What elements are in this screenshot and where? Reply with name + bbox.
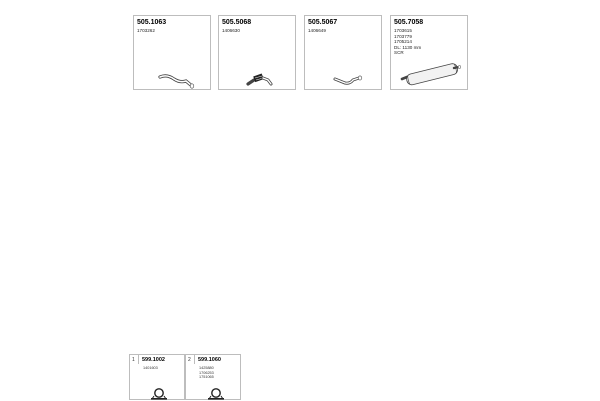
s-bend-pipe-icon: [305, 16, 383, 91]
clamp-card[interactable]: [185, 354, 241, 400]
part-card[interactable]: [304, 15, 382, 90]
reference-number: 1425880: [199, 366, 214, 370]
muffler-icon: [391, 16, 469, 91]
item-index: 2: [188, 357, 191, 363]
part-number: 505.7058: [394, 19, 424, 26]
clamp-icon: [186, 355, 242, 401]
part-card[interactable]: [390, 15, 468, 90]
reference-number: 1706253: [199, 370, 214, 375]
part-number: 599.1002: [142, 357, 165, 363]
flex-pipe-icon: [219, 16, 297, 91]
clamp-icon: [130, 355, 186, 401]
reference-number: 1406630: [222, 28, 240, 33]
part-number: 505.5068: [222, 19, 252, 26]
reference-number: 1751065: [199, 375, 214, 380]
part-note: SCR: [394, 50, 404, 56]
part-number: 599.1060: [198, 357, 221, 363]
part-card[interactable]: [133, 15, 211, 90]
part-length: DL: 1130 mm: [394, 44, 422, 50]
part-card[interactable]: [218, 15, 296, 90]
reference-number: 1401603: [143, 366, 158, 370]
part-number: 505.1063: [137, 19, 167, 26]
part-number: 505.5067: [308, 19, 338, 26]
bent-pipe-icon: [134, 16, 212, 91]
reference-number: 1703615: [394, 28, 412, 33]
reference-number: 1703779: [394, 33, 412, 39]
reference-number: 1406649: [308, 28, 326, 33]
reference-number: 1705214: [394, 39, 412, 45]
item-index: 1: [132, 357, 135, 363]
clamp-card[interactable]: [129, 354, 185, 400]
reference-number: 1703262: [137, 28, 155, 33]
